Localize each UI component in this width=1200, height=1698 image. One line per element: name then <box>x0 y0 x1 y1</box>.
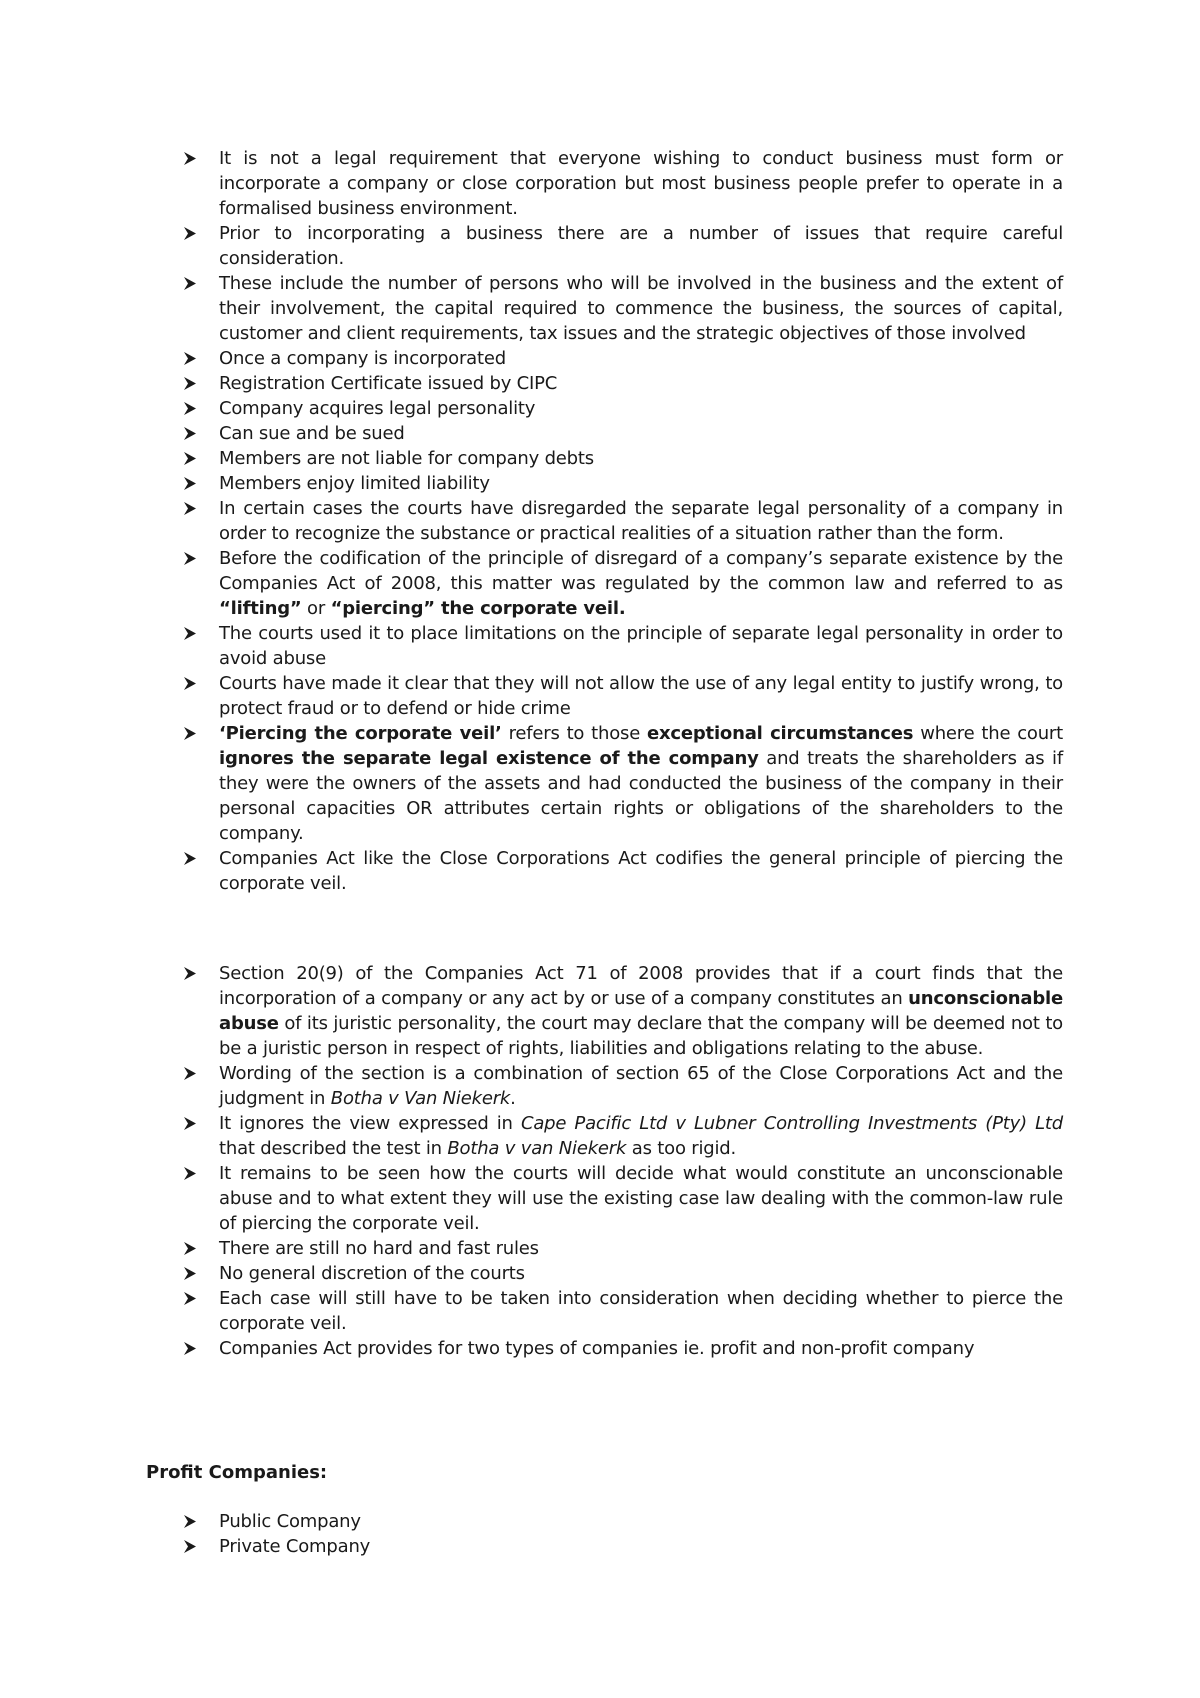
arrow-bullet-icon <box>183 346 201 371</box>
arrow-bullet-icon <box>183 1236 201 1261</box>
list-item: Company acquires legal personality <box>183 396 1063 421</box>
profit-companies-heading: Profit Companies: <box>146 1462 328 1483</box>
list-item: Can sue and be sued <box>183 421 1063 446</box>
arrow-bullet-icon <box>183 961 201 986</box>
list-item: Courts have made it clear that they will not allow the use of any legal entity to justify wrong, to protect fraud or to defend or hide crime <box>183 671 1063 721</box>
arrow-bullet-icon <box>183 621 201 646</box>
list-item: Members are not liable for company debts <box>183 446 1063 471</box>
arrow-bullet-icon <box>183 1286 201 1311</box>
list-item-wording: Wording of the section is a combination of section 65 of the Close Corporations Act and the judgment in Botha v Van Niekerk. <box>183 1061 1063 1111</box>
arrow-bullet-icon <box>183 1111 201 1136</box>
arrow-bullet-icon <box>183 1161 201 1186</box>
list-item: Once a company is incorporated <box>183 346 1063 371</box>
list-item: These include the number of persons who will be involved in the business and the extent of their involvement, the capital required to commence the business, the sources of capital, customer and client requirements, tax issues and the strategic objectives of those involved <box>183 271 1063 346</box>
arrow-bullet-icon <box>183 471 201 496</box>
list-item: In certain cases the courts have disregarded the separate legal personality of a company in order to recognize the substance or practical realities of a situation rather than the form. <box>183 496 1063 546</box>
list-item: Prior to incorporating a business there are a number of issues that require careful consideration. <box>183 221 1063 271</box>
arrow-bullet-icon <box>183 496 201 521</box>
arrow-bullet-icon <box>183 1534 201 1559</box>
arrow-bullet-icon <box>183 721 201 746</box>
arrow-bullet-icon <box>183 371 201 396</box>
arrow-bullet-icon <box>183 546 201 571</box>
list-item-public-company: Public Company <box>183 1509 1063 1534</box>
list-item: The courts used it to place limitations on the principle of separate legal personality in order to avoid abuse <box>183 621 1063 671</box>
bullet-list-intro <box>183 146 1063 896</box>
list-item: Each case will still have to be taken into consideration when deciding whether to pierce the corporate veil. <box>183 1286 1063 1336</box>
list-item: There are still no hard and fast rules <box>183 1236 1063 1261</box>
arrow-bullet-icon <box>183 846 201 871</box>
arrow-bullet-icon <box>183 146 201 171</box>
list-item: Registration Certificate issued by CIPC <box>183 371 1063 396</box>
arrow-bullet-icon <box>183 271 201 296</box>
arrow-bullet-icon <box>183 396 201 421</box>
list-item-private-company: Private Company <box>183 1534 1063 1559</box>
arrow-bullet-icon <box>183 1336 201 1361</box>
list-item: It remains to be seen how the courts will decide what would constitute an unconscionable abuse and to what extent they will use the existing case law dealing with the common-law rule of piercing the corporate veil. <box>183 1161 1063 1236</box>
list-item: Members enjoy limited liability <box>183 471 1063 496</box>
bullet-list-section-20 <box>183 961 1063 1361</box>
list-item-ignores: It ignores the view expressed in Cape Pacific Ltd v Lubner Controlling Investments (Pty) Ltd that described the test in Botha v van Niekerk as too rigid. <box>183 1111 1063 1161</box>
arrow-bullet-icon <box>183 421 201 446</box>
list-item-piercing-definition: ‘Piercing the corporate veil’ refers to those exceptional circumstances where the court ignores the separate legal existence of the company and treats the shareholders as if they were the owners of the assets and had conducted the business of the company in their personal capacities OR attributes certain rights or obligations of the shareholders to the company. <box>183 721 1063 846</box>
list-item: It is not a legal requirement that everyone wishing to conduct business must form or incorporate a company or close corporation but most business people prefer to operate in a formalised business environment. <box>183 146 1063 221</box>
list-item: Companies Act like the Close Corporations Act codifies the general principle of piercing the corporate veil. <box>183 846 1063 896</box>
arrow-bullet-icon <box>183 221 201 246</box>
arrow-bullet-icon <box>183 1061 201 1086</box>
list-item-codification: Before the codification of the principle of disregard of a company’s separate existence by the Companies Act of 2008, this matter was regulated by the common law and referred to as “lifting” or “piercing” the corporate veil. <box>183 546 1063 621</box>
arrow-bullet-icon <box>183 671 201 696</box>
arrow-bullet-icon <box>183 1509 201 1534</box>
arrow-bullet-icon <box>183 1261 201 1286</box>
list-item-section-20: Section 20(9) of the Companies Act 71 of 2008 provides that if a court finds that the incorporation of a company or any act by or use of a company constitutes an unconscionable abuse of its juristic personality, the court may declare that the company will be deemed not to be a juristic person in respect of rights, liabilities and obligations relating to the abuse. <box>183 961 1063 1061</box>
list-item: No general discretion of the courts <box>183 1261 1063 1286</box>
list-item: Companies Act provides for two types of companies ie. profit and non-profit company <box>183 1336 1063 1361</box>
bullet-list-profit-types <box>183 1509 1063 1559</box>
arrow-bullet-icon <box>183 446 201 471</box>
